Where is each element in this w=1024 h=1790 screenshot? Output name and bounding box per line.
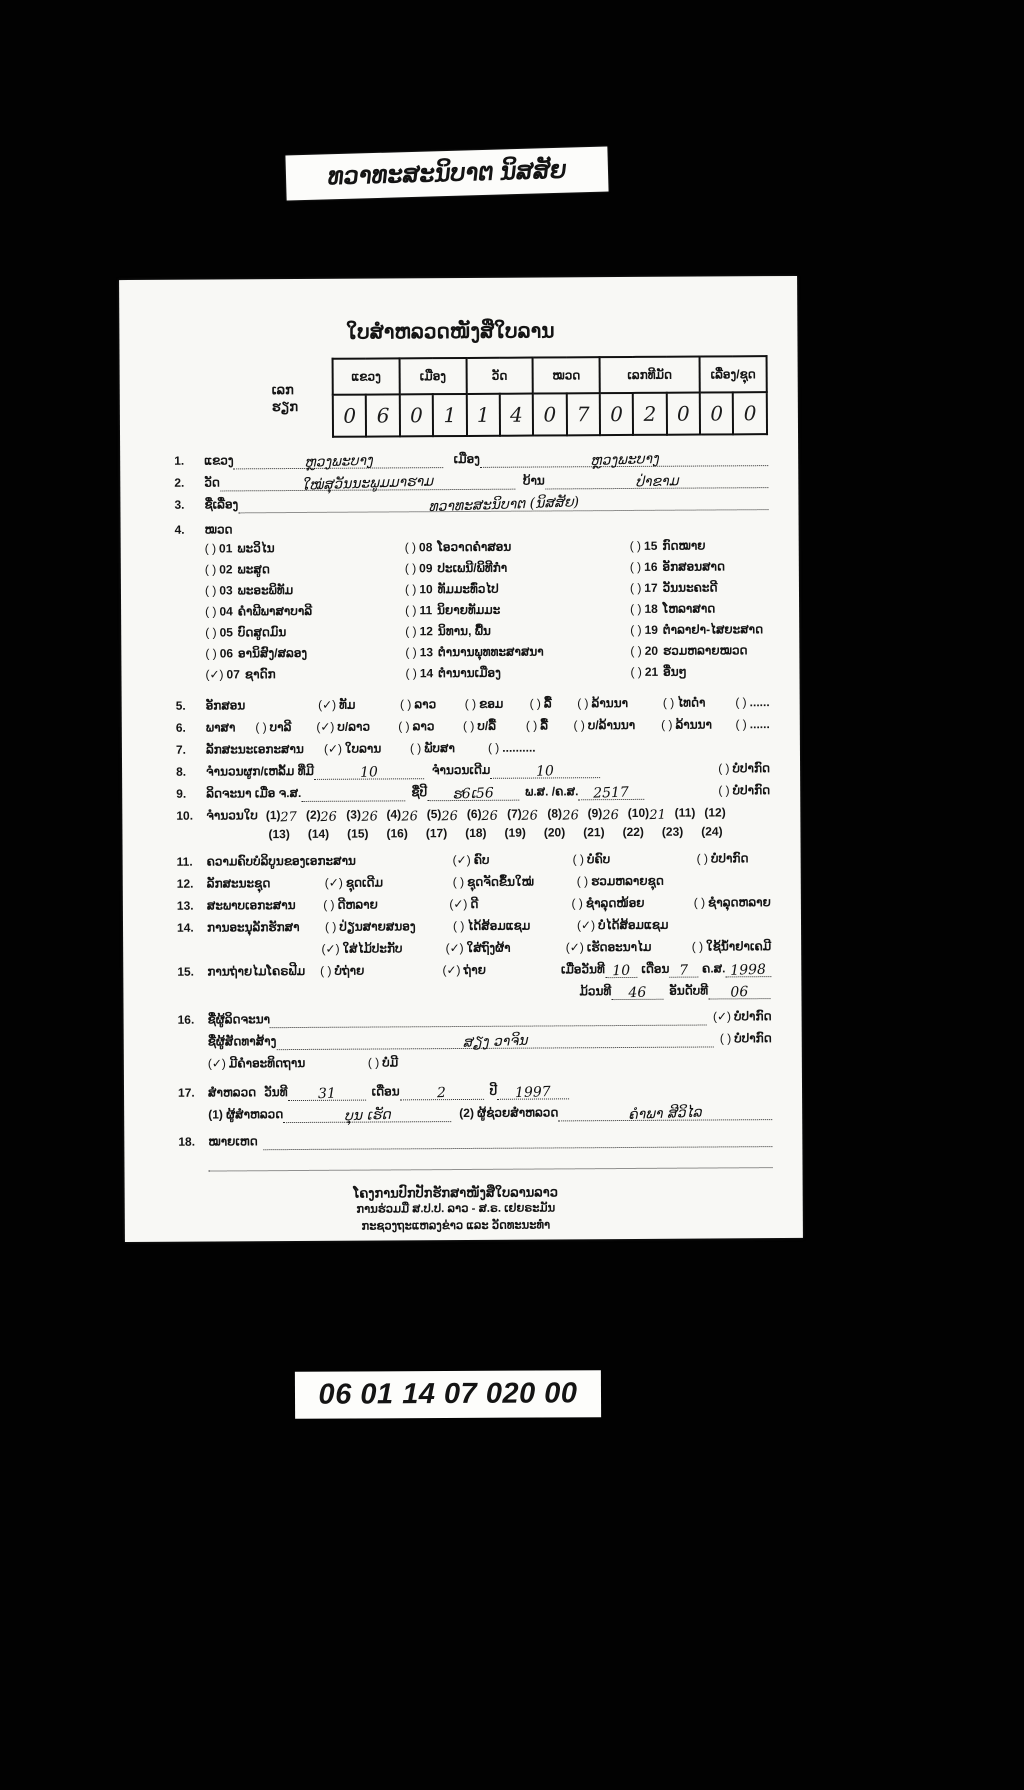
microfilm-option: ( ) ບໍ່ຖ່າຍ [320,963,365,978]
leaf-slot: (18) [465,825,487,840]
handwritten-era-year: 2517 [593,784,630,802]
set-type-option: (✓) ຊຸດເດີມ [324,875,384,890]
era-year-field [578,783,644,800]
col-province: ແຂວງ [333,358,400,394]
handwritten-count: 10 [359,764,379,781]
district-field [480,449,768,468]
form-line-language: 6. ພາສາ ( ) ບາລີ (✓) ບ/ລາວ ( ) ລາວ ( ) ບ/ລື້ ( ) ລື້ ( ) ບ/ລ້ານນາ ( ) ລ້ານນາ ( ) ...... [175,717,770,735]
script-option: (✓) ທັມ [318,697,356,712]
prayer-option: (✓) ມີຄຳອະທິດຖານ [207,1055,306,1071]
form-line-microfilm-roll [177,982,771,1003]
category-option: ( ) 02 ພະສູດ [204,562,270,577]
form-line-microfilm: 15. ການຖ່າຍໄມໂຄຣຟີມ ( ) ບໍ່ຖ່າຍ (✓) ຖ່າຍ ເມື່ອວັນທີ 10 ເດືອນ 7 ຄ.ສ. 1998 [177,960,771,981]
order-label: ອັນດັບທີ [669,983,709,998]
digit-cell: 0 [333,395,367,437]
leaf-count-slots-row2 [268,823,731,843]
form-content [119,276,803,1237]
condition-option: ( ) ດີຫລາຍ [323,897,378,912]
leaf-slot: (21) [583,825,605,840]
handwritten-monastery: ໃໝ່ສຸວັນນະພູມມາຮາມ [301,473,434,494]
leaf-slot: (13) [268,827,290,842]
language-option: (✓) ບ/ລາວ [316,719,371,734]
sponsor-field [276,1030,714,1050]
microfilm-option: (✓) ຖ່າຍ [442,962,486,978]
leaf-count-label: ຈຳນວນໃບ [206,808,258,823]
checkbox: ( ) [629,580,642,595]
digit-cell: 7 [566,393,600,435]
checkbox: ( ) [205,604,217,619]
category-options-grid [205,537,770,687]
handwritten-assistant: ຄຳພາ ສີວິໄລ [628,1104,703,1123]
category-option: ( ) 12 ນິທານ, ພື້ນ [405,623,491,639]
preservation-option: (✓) ເຮັດອະນາໄມ [565,939,652,955]
scribe-field [270,1009,707,1029]
script-label: ອັກສອນ [205,698,246,713]
form-line-remarks: 18. ໝາຍເຫດ [178,1130,772,1151]
checkbox: ( ) [630,601,642,616]
preservation-option: ( ) ປ່ຽນສາຍສນອງ [324,919,416,934]
checkbox: ( ) [204,562,217,577]
leaf-slot: (5)26 [426,807,459,825]
leaf-slot: (8)26 [547,806,579,824]
form-line-text-title: 3. ຊື່ເລື່ອງ ທວາທະສະນິບາຕ (ນິສສັຍ) [174,493,768,514]
category-option: ( ) 09 ປະເພນີ/ພິທີກຳ [404,560,508,576]
manuscript-title-label: ທວາທະສະນິບາຕ ນິສສັຍ [326,156,568,191]
checkbox: ( ) [205,646,217,661]
category-option-checked: (✓) 07 ຊາດົກ [205,667,276,682]
call-number-block [272,355,768,438]
category-option: ( ) 10 ທັມມະທົ່ວໄປ [404,581,499,597]
leaf-slot: (24) [701,824,723,839]
digit-cell: 6 [366,394,400,436]
digit-cell: 1 [433,394,467,436]
category-option: ( ) 05 ບົດສູດມົນ [205,625,287,640]
leaf-slot: (20) [543,825,566,840]
roll-label: ມ້ວນທີ [579,984,612,999]
category-option: ( ) 16 ອັກສອນສາດ [629,559,726,574]
digit-cell: 0 [533,393,567,435]
original-count-label: ຈຳນວນເດີມ [431,762,491,778]
handwritten-province: ຫຼວງພະບາງ [304,452,374,471]
sponsor-label: ຊື່ຜູ້ສັດທາສ້າງ [207,1034,277,1049]
category-option: ( ) 04 ຄຳພີພາສາບາລີ [205,603,313,619]
digit-cell: 0 [666,393,700,435]
district-label: ເມືອງ [453,451,480,467]
checkbox: ( ) [404,540,417,555]
surveyor-field [283,1105,451,1123]
form-line-leaf-count: 10. ຈຳນວນໃບ (1)27 (2)26 (3)26 (4)26 (5)26 (6)26 (7)26 (8)26 (9)26 (10)21 (11) (12) [176,804,770,825]
survey-month-field: 2 [400,1083,484,1101]
condition-option: ( ) ຊຳລຸດໜ້ອຍ [571,895,645,911]
survey-day-field: 31 [287,1084,365,1101]
form-line-sponsor [178,1030,772,1051]
completeness-option: ( ) ບໍ່ປາກົດ [696,851,749,866]
monastery-field [220,473,515,492]
preservation-option: (✓) ໃສ່ໄມ້ປະກັບ [321,941,403,956]
checkbox: ( ) [404,561,417,576]
leaf-slot: (4)26 [386,807,418,825]
form-title: ໃບສຳຫລວດໜັງສືໃບລານ [346,320,555,344]
set-type-option: ( ) ຊຸດຈັດຂຶ້ນໃໝ່ [452,874,534,890]
form-line-surveyors [178,1103,772,1124]
date-written-label: ລິດຈະນາ ເມື່ອ ຈ.ສ. [206,785,302,801]
remarks-label: ໝາຍເຫດ [208,1134,258,1149]
col-monastery: ວັດ [466,358,533,394]
not-shown-option: (✓) ບໍ່ປາກົດ [712,1009,772,1024]
fascicle-count-label: ຈຳນວນຜູກ/ເຫລັ້ມ ທີ່ມີ [206,763,315,779]
province-field [234,451,444,469]
not-shown-option: ( ) ບໍ່ປາກົດ [718,783,771,798]
leaf-slot: (2)26 [305,807,338,826]
call-number-table [332,355,768,438]
form-footer [179,1182,733,1236]
preservation-option: ( ) ໄດ້ສ້ອມແຊມ [452,918,531,934]
leaf-slot: (15) [347,826,369,841]
handwritten-village: ປ່າຂາມ [634,473,679,491]
col-district: ເມືອງ [399,358,466,394]
footer-ministry: ກະຊວງຖະແຫລງຂ່າວ ແລະ ວັດທະນະທຳ [361,1219,551,1233]
assistant-label: (2) ຜູ້ຊ່ວຍສຳຫລວດ [459,1105,559,1121]
category-option: ( ) 13 ຕຳນານພຸທທະສາສນາ [405,644,544,660]
leaf-slot: (10)21 [627,805,666,824]
remarks-field-2 [208,1151,772,1171]
leaf-slot: (16) [386,826,408,841]
preservation-option: (✓) ໃສ່ຖົງຜ້າ [445,940,511,956]
category-option: ( ) 14 ຕຳນານເມືອງ [405,665,501,681]
checkbox: ( ) [205,625,217,640]
script-option: ( ) ລາວ [399,697,437,712]
microfilm-label: ການຖ່າຍໄມໂຄຣຟີມ [207,963,306,979]
survey-year-field: 1997 [497,1082,569,1099]
completeness-label: ຄວາມຄົບບໍລິບູນຂອງເອກະສານ [206,853,356,869]
digit-cell: 0 [400,394,434,436]
not-shown-option: ( ) ບໍ່ປາກົດ [719,1031,772,1046]
digit-cell: 0 [700,392,734,434]
remarks-field-1 [264,1130,773,1150]
script-option: ( ) ຂອມ [464,696,504,711]
leaf-slot: (23) [661,824,684,839]
leaf-slot: (1)27 [265,808,298,826]
scribe-label: ຊື່ຜູ້ລິດຈະນາ [207,1012,271,1027]
assistant-field [558,1103,772,1121]
script-option: ( ) ໄທດຳ [662,695,706,710]
category-option: ( ) 11 ນິຍາຍທັມມະ [405,602,501,618]
form-line-prayer [178,1052,772,1073]
language-option: ( ) ບ/ລ້ານນາ [573,717,636,733]
handwritten-surveyor: ບຸນ ເຮັດ [343,1106,391,1125]
form-line-set-type: 12. ລັກສະນະຊຸດ (✓) ຊຸດເດີມ ( ) ຊຸດຈັດຂຶ້ນໃໝ່ ( ) ຮວມຫລາຍຊຸດ [176,873,664,891]
footer-program-name: ໂຄງການປົກປັກຮັກສາໜັງສືໃບລານລາວ [353,1184,559,1201]
set-type-option: ( ) ຮວມຫລາຍຊຸດ [576,873,664,889]
handwritten-text-title: ທວາທະສະນິບາຕ (ນິສສັຍ) [427,494,579,516]
script-option: ( ) ລ້ານນາ [577,695,629,711]
category-option: ( ) 08 ໂອວາດຄຳສອນ [404,539,512,555]
form-line-preservation-row2 [177,938,771,959]
year-name-label: ຊື່ປີ [411,785,428,800]
digit-cell: 4 [500,394,534,436]
handwritten-district: ຫຼວງພະບາງ [589,450,659,470]
checkbox: ( ) [204,541,217,556]
category-option: ( ) 06 ອານິສົງ/ສລອງ [205,645,308,661]
language-option: ( ) ...... [735,717,770,732]
microfilm-day-field: 10 [605,961,638,978]
microfilm-month-field: 7 [669,961,698,978]
village-label: ບ້ານ [522,473,545,488]
leaf-count-slots-row2-wrap [176,823,770,844]
category-option: ( ) 20 ຮວມຫລາຍໝວດ [630,643,748,658]
handwritten-original-count: 10 [536,763,555,780]
province-label: ແຂວງ [204,453,234,468]
checkbox: ( ) [630,622,642,637]
form-line-date-written: 9. ລິດຈະນາ ເມື່ອ ຈ.ສ. ຊື່ປີ ຮ6ເ56 ພ.ສ. /ຄ.ສ. 2517 ( ) ບໍ່ປາກົດ [176,783,771,803]
document-type-option: (✓) ໃບລານ [323,741,382,756]
form-line-fascicle-count: 8. ຈຳນວນຜູກ/ເຫລັ້ມ ທີ່ມີ 10 ຈຳນວນເດີມ 10 ( ) ບໍ່ປາກົດ [176,761,771,781]
completeness-option: (✓) ຄົບ [452,852,490,868]
form-line-survey-date: 17. ສຳຫລວດ ວັນທີ 31 ເດືອນ 2 ປີ 1997 [178,1081,772,1102]
checkbox: ( ) [405,624,417,639]
survey-form-page [119,276,803,1242]
category-option: ( ) 19 ຕຳລາຢາ-ໄສຍະສາດ [630,622,764,637]
call-number-header-row [333,356,767,395]
language-label: ພາສາ [205,720,236,735]
set-type-label: ລັກສະນະຊຸດ [206,876,271,891]
original-count-field [490,761,600,779]
call-number-label: ເລກຮຽກ [271,382,299,415]
form-line-condition: 13. ສະພາບເອກະສານ ( ) ດີຫລາຍ (✓) ດີ ( ) ຊຳລຸດໜ້ອຍ ( ) ຊຳລຸດຫລາຍ [176,895,771,913]
document-type-option: ( ) ພັບສາ [409,741,455,756]
language-option: ( ) ລ້ານນາ [661,717,713,732]
leaf-slot: (14) [307,826,330,841]
text-title-label: ຊື່ເລື່ອງ [204,497,239,512]
checkbox: ( ) [405,645,417,660]
cs-year-field [301,784,405,802]
fascicle-count-field [314,762,424,780]
checkbox: ( ) [630,643,642,658]
condition-label: ສະພາບເອກະສານ [206,898,296,913]
checkbox: ( ) [405,666,417,681]
leaf-slot: (3)26 [346,807,378,825]
checkbox: ( ) [629,538,642,553]
microfilm-year-field: 1998 [725,960,771,977]
category-section-label: ໝວດ [204,522,233,537]
leaf-slot: (9)26 [587,806,620,824]
col-category: ໝວດ [533,357,600,393]
checkbox: ( ) [629,559,642,574]
header-label-strip [285,147,608,201]
era-label: ພ.ສ. /ຄ.ສ. [525,784,579,799]
digit-cell: 2 [633,393,667,435]
leaf-slot: (6)26 [466,806,499,825]
condition-option: (✓) ດີ [449,896,479,912]
microfilm-date-label: ເມື່ອວັນທີ [560,962,605,977]
language-option: ( ) ລື້ [525,718,549,733]
leaf-slot: (19) [504,825,526,840]
digit-cell: 0 [600,393,634,435]
not-shown-option: ( ) ບໍ່ປາກົດ [718,761,771,776]
surveyor-label: (1) ຜູ້ສຳຫລວດ [208,1107,284,1122]
document-type-option: ( ) .......... [487,740,536,755]
category-option: ( ) 18 ໂຫລາສາດ [630,601,716,616]
call-number-digit-row [333,392,767,437]
form-line-scribe: 16. ຊື່ຜູ້ລິດຈະນາ (✓) ບໍ່ປາກົດ [177,1009,772,1027]
form-line-preservation: 14. ການອະນຸລັກຮັກສາ ( ) ປ່ຽນສາຍສນອງ ( ) ໄດ້ສ້ອມແຊມ (✓) ບໍ່ໄດ້ສ້ອມແຊມ [176,917,669,935]
form-line-completeness: 11. ຄວາມຄົບບໍລິບູນຂອງເອກະສານ (✓) ຄົບ ( ) ບໍ່ຄົບ ( ) ບໍ່ປາກົດ [176,851,749,869]
leaf-slot: (17) [425,826,448,841]
leaf-slot: (22) [622,824,644,840]
leaf-slot: (7)26 [507,806,539,824]
form-line-monastery: 2. ວັດ ໃໝ່ສຸວັນນະພູມມາຮາມ ບ້ານ ປ່າຂາມ [174,471,768,492]
checkbox: ( ) [405,603,417,618]
condition-option: ( ) ຊຳລຸດຫລາຍ [693,895,771,910]
checkbox: ( ) [404,582,417,597]
survey-label: ສຳຫລວດ [207,1085,257,1100]
form-line-province: 1. ແຂວງ ຫຼວງພະບາງ ເມືອງ ຫຼວງພະບາງ [174,449,768,470]
preservation-option: (✓) ບໍ່ໄດ້ສ້ອມແຊມ [576,917,669,933]
category-option: ( ) 21 ອື່ນໆ [630,664,687,679]
digit-cell: 0 [733,392,767,434]
order-field: 06 [708,982,770,999]
category-option: ( ) 15 ກົດໝາຍ [629,538,706,553]
checkbox: ( ) [630,664,642,679]
handwritten-sponsor: ສຽງ ວາຈິນ [462,1032,528,1051]
category-option: ( ) 03 ພະອະພິທັມ [204,583,294,598]
form-line-document-type: 7. ລັກສະນະເອກະສານ (✓) ໃບລານ ( ) ພັບສາ ( ) .......... [175,740,536,757]
col-bundle-number: ເລກທີມັດ [600,357,700,394]
bottom-code-strip [295,1370,601,1419]
footer-cooperation: ການຮ່ວມມື ສ.ປ.ປ. ລາວ - ສ.ຣ. ເຢຍຣະມັນ [356,1202,556,1216]
village-field [545,471,769,489]
monastery-label: ວັດ [204,475,220,490]
col-text-set: ເລື່ອງ/ຊຸດ [700,356,767,392]
language-option: ( ) ບາລີ [255,720,292,735]
leaf-slot: (11) [674,805,696,820]
handwritten-year-name: ຮ6ເ56 [452,785,495,803]
leaf-slot: (12) [704,805,726,820]
form-line-script: 5. ອັກສອນ (✓) ທັມ ( ) ລາວ ( ) ຂອມ ( ) ລື້ ( ) ລ້ານນາ ( ) ໄທດຳ ( ) ...... [175,695,770,713]
preservation-option: ( ) ໃຊ້ນ້ຳຢາເຄມີ [691,939,772,954]
digit-cell: 1 [466,394,500,436]
category-option: ( ) 01 ພະວິໄນ [204,541,275,556]
text-title-field [238,493,768,516]
category-section-header: 4. ໝວດ [174,522,233,537]
roll-field: 46 [611,983,663,1000]
leaf-count-slots-row1 [266,804,735,824]
checkbox: ( ) [204,583,217,598]
prayer-option: ( ) ບໍ່ມີ [367,1055,399,1070]
checkbox-checked: (✓) [205,667,224,682]
completeness-option: ( ) ບໍ່ຄົບ [572,852,611,867]
document-type-label: ລັກສະນະເອກະສານ [205,741,304,757]
language-option: ( ) ລາວ [398,719,435,734]
call-number-code: 06 01 14 07 020 00 [318,1377,578,1411]
preservation-label: ການອະນຸລັກຮັກສາ [206,919,300,935]
category-option: ( ) 17 ວັນນະຄະດີ [629,580,718,595]
script-option: ( ) ລື້ [529,696,552,711]
language-option: ( ) ບ/ລື້ [462,718,497,733]
script-option: ( ) ...... [735,695,770,710]
year-name-field [427,784,519,802]
